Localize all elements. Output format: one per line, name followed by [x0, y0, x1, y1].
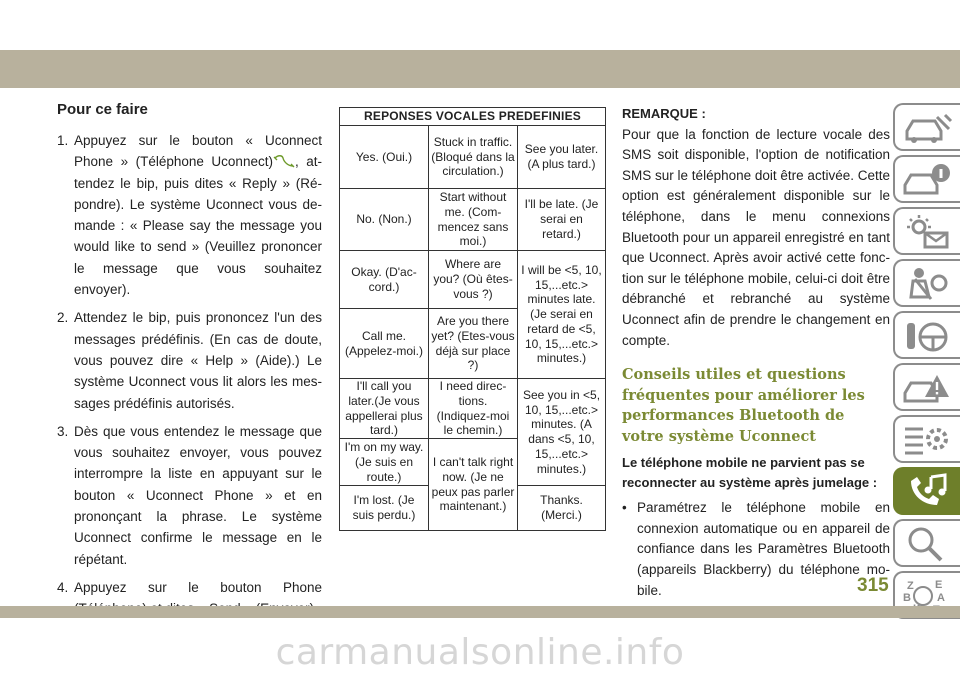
tips-heading: Conseils utiles et questions fréquentes pour améliorer les performances Bluetooth de votre système Uconnect: [622, 366, 865, 445]
tab-warning-lights[interactable]: [893, 207, 960, 255]
table-cell: I can't talk right now. (Je ne peux pas parler maintenant.): [429, 439, 518, 531]
warning-lights-icon: [901, 213, 953, 251]
table-cell: Stuck in traffic. (Bloqué dans la circulation.): [429, 126, 518, 189]
section-title: Pour ce faire: [57, 101, 148, 118]
tab-emergency[interactable]: [893, 363, 960, 411]
multimedia-music-phone-icon: [901, 473, 953, 511]
table-cell: Okay. (D'accord.): [340, 251, 429, 309]
tab-car-info[interactable]: [893, 155, 960, 203]
remark-title: REMARQUE :: [622, 106, 706, 121]
predefined-responses-table: [339, 107, 606, 531]
table-cell: No. (Non.): [340, 189, 429, 251]
table-cell: Yes. (Oui.): [340, 126, 429, 189]
tips-subheading: Le téléphone mobile ne parvient pas se reconnecter au système après jumelage :: [622, 455, 878, 490]
table-cell: I'm on my way. (Je suis en route.): [340, 439, 429, 486]
table-cell: I will be <5, 10, 15,...etc.> minutes late. (Je serai en retard de <5, 10, 15,...etc.> minutes.): [518, 251, 606, 379]
step-1: 1. Appuyez sur le bouton « Uconnect Phone » (Téléphone Uconnect) , attendez le bip, puis dites « Reply » (Répondre). Le système Uconnect vous demande : « Please say the message you would like to send » (Veuillez prononcer le message que vous souhaitez envoyer).: [57, 133, 323, 298]
page-number: 315: [857, 575, 889, 596]
table-cell: Call me. (Appelez-moi.): [340, 309, 429, 379]
tab-search[interactable]: [893, 519, 960, 567]
tips-bullet: • Paramétrez le téléphone mobile en connexion automatique ou en appareil de confiance dans les Paramètres Bluetooth (appareils Blackberry) du téléphone mobile.: [622, 500, 890, 598]
search-magnifier-icon: [901, 525, 953, 563]
remark-text: Pour que la fonction de lecture vocale des SMS soit disponible, l'option de notification SMS sur le téléphone doit être activée. Cette option est généralement disponible sur le téléphone, dans le menu connexions Bluetooth pour un appareil enregistré en tant que Uconnect. Après avoir activé cette fonction sur le téléphone mobile, celui-ci doit être débranché et rebranché au système Uconnect afin de prendre le changement en compte.: [622, 126, 890, 348]
step-2: 2. Attendez le bip, puis prononcez l'un des messages prédéfinis. (En cas de doute, vous pouvez dire « Help » (Aide).) Le système Uconnect vous lit alors les messages prédéfinis autorisés.: [57, 310, 322, 411]
chapter-tabs: [893, 103, 960, 623]
table-header: REPONSES VOCALES PREDEFINIES: [340, 108, 606, 126]
table-cell: Where are you? (Où êtes-vous ?): [429, 251, 518, 309]
maintenance-list-icon: [901, 421, 953, 459]
tab-maintenance[interactable]: [893, 415, 960, 463]
step-3: 3. Dès que vous entendez le message que vous souhaitez envoyer, vous pouvez interrompre la liste en appuyant sur le bouton « Uconnect Phone » et en prononçant la phrase. Le système Uconnect confirme le message en le répétant.: [57, 423, 322, 567]
table-cell: Are you there yet? (Etes-vous déjà sur place ?): [429, 309, 518, 379]
table-cell: I'll be late. (Je serai en retard.): [518, 189, 606, 251]
table-cell: I need directions. (Indiquez-moi le chemin.): [429, 379, 518, 439]
table-cell: I'm lost. (Je suis perdu.): [340, 486, 429, 531]
svg-text:Z: Z: [907, 580, 914, 592]
watermark: carmanualsonline.info: [275, 632, 685, 673]
step-4: 4. Appuyez sur le bouton Phone: [57, 579, 322, 595]
table-cell: Start without me. (Commencez sans moi.): [429, 189, 518, 251]
svg-text:A: A: [937, 592, 945, 604]
phone-icon: [273, 154, 295, 168]
remarks-column: [622, 104, 890, 601]
car-dashboard-icon: [901, 109, 953, 147]
svg-text:E: E: [935, 579, 943, 591]
svg-text:B: B: [903, 592, 911, 604]
instructions-column: [57, 101, 322, 627]
table-cell: I'll call you later.(Je vous appellerai plus tard.): [340, 379, 429, 439]
steering-wheel-icon: [901, 317, 953, 355]
table-cell: Thanks. (Merci.): [518, 486, 606, 531]
car-info-icon: [901, 161, 953, 199]
tab-starting-driving[interactable]: [893, 311, 960, 359]
tab-car-dashboard[interactable]: [893, 103, 960, 151]
bottom-band: [0, 606, 960, 618]
steps-list: [57, 130, 322, 620]
table-cell: See you in <5, 10, 15,...etc.> minutes. (A dans <5, 10, 15,...etc.> minutes.): [518, 379, 606, 486]
table-cell: See you later. (A plus tard.): [518, 126, 606, 189]
tab-safety[interactable]: [893, 259, 960, 307]
top-band: [0, 0, 960, 88]
safety-airbag-icon: [901, 265, 953, 303]
tab-multimedia[interactable]: [893, 467, 960, 515]
car-warning-triangle-icon: [901, 369, 953, 407]
